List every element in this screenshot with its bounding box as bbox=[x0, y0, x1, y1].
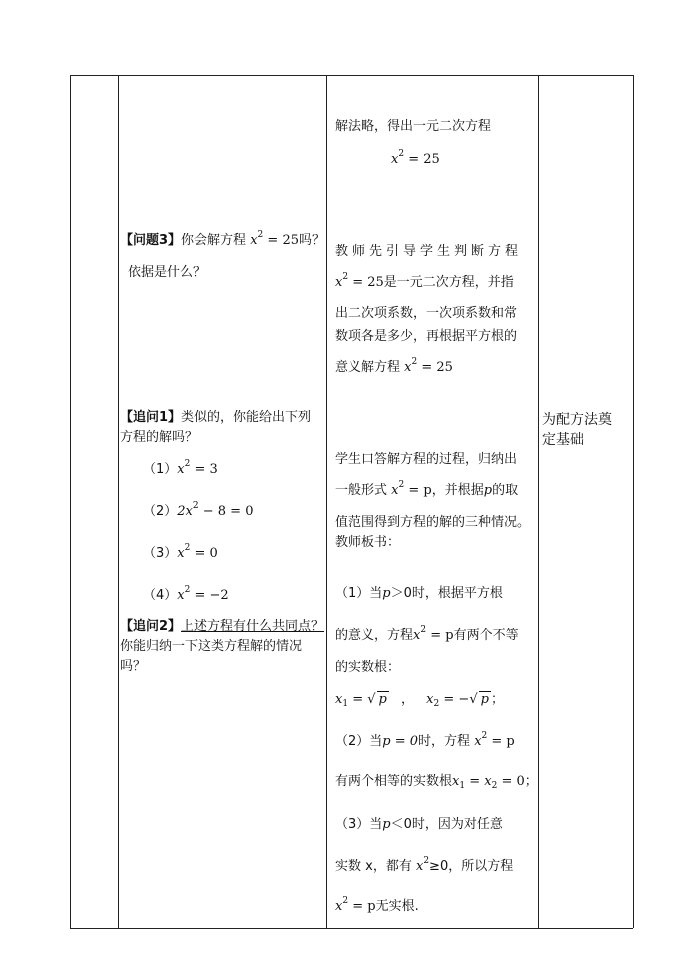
equation-3: $(3)x^2 = 0$ bbox=[143, 543, 218, 561]
follow-up-1-line-2: 方程的解吗？ bbox=[120, 430, 199, 445]
teacher-guide-line-4: 数项各是多少，再根据平方根的 bbox=[335, 329, 518, 344]
table-column-border bbox=[70, 75, 71, 928]
solution-note: 解法略，得出一元二次方程 bbox=[335, 119, 492, 134]
equation-x2-25: $x^2 = 25$ bbox=[391, 149, 440, 167]
follow-up-1: 【追问1】类似的，你能给出下列 bbox=[120, 410, 312, 425]
follow-up-2: 【追问2】上述方程有什么共同点？ bbox=[120, 619, 325, 634]
question-3-line-2: 依据是什么？ bbox=[128, 265, 207, 280]
table-column-border bbox=[633, 75, 634, 928]
student-answer-line-3: 值范围得到方程的解的三种情况。 bbox=[335, 515, 531, 530]
case-1-line-2: 的意义，方程$x^2 = p$有两个不等 bbox=[335, 625, 519, 643]
case-3-line-3: $x^2 = p$无实根. bbox=[335, 896, 419, 914]
teacher-guide-line-3: 出二次项系数，一次项系数和常 bbox=[335, 306, 518, 321]
teacher-guide-line-1: 教师先引导学生判断方程 bbox=[335, 244, 523, 259]
design-intent-line-1: 为配方法奠 bbox=[542, 412, 612, 428]
case-3-line-2: 实数 x，都有 $x^2\ge 0$，所以方程 bbox=[335, 856, 514, 874]
table-column-border bbox=[118, 75, 119, 928]
table-column-border bbox=[538, 75, 539, 928]
student-answer-line-2: 一般形式 $x^2 = p$，并根据p的取 bbox=[335, 480, 519, 498]
case-1-roots: $x_1$ = √ p ， $x_2$ = −√ p ； bbox=[335, 692, 504, 709]
design-intent-line-2: 定基础 bbox=[542, 432, 584, 448]
equation-4: $(4)x^2 = -2$ bbox=[143, 585, 229, 603]
follow-up-2-line-3: 吗？ bbox=[120, 659, 147, 674]
student-answer-line-1: 学生口答解方程的过程，归纳出 bbox=[335, 452, 518, 467]
case-2-line-2: 有两个相等的实数根$x_1 = x_2 = 0$； bbox=[335, 774, 538, 791]
equation-2: $(2)2x^2 - 8 = 0$ bbox=[143, 501, 254, 519]
case-2-line-1: （2）当p = 0时，方程 $x^2 = p$ bbox=[335, 731, 515, 749]
question-3: 【问题3】你会解方程 $x^2 = 25$吗？ bbox=[120, 230, 325, 248]
table-column-border bbox=[326, 75, 327, 928]
follow-up-2-line-2: 你能归纳一下这类方程解的情况 bbox=[120, 639, 303, 654]
equation-1: $(1)x^2 = 3$ bbox=[143, 459, 218, 477]
table-top-border bbox=[70, 75, 633, 76]
case-1-line-3: 的实数根： bbox=[335, 660, 401, 675]
case-3-line-1: （3）当p＜0时，因为对任意 bbox=[335, 817, 503, 832]
table-bottom-border bbox=[70, 928, 633, 929]
teacher-guide-line-5: 意义解方程 $x^2 = 25$ bbox=[335, 357, 453, 375]
teacher-guide-line-2: $x^2 = 25$是一元二次方程，并指 bbox=[335, 272, 514, 290]
case-1-line-1: （1）当p＞0时，根据平方根 bbox=[335, 586, 503, 601]
teacher-board-label: 教师板书： bbox=[335, 535, 401, 550]
